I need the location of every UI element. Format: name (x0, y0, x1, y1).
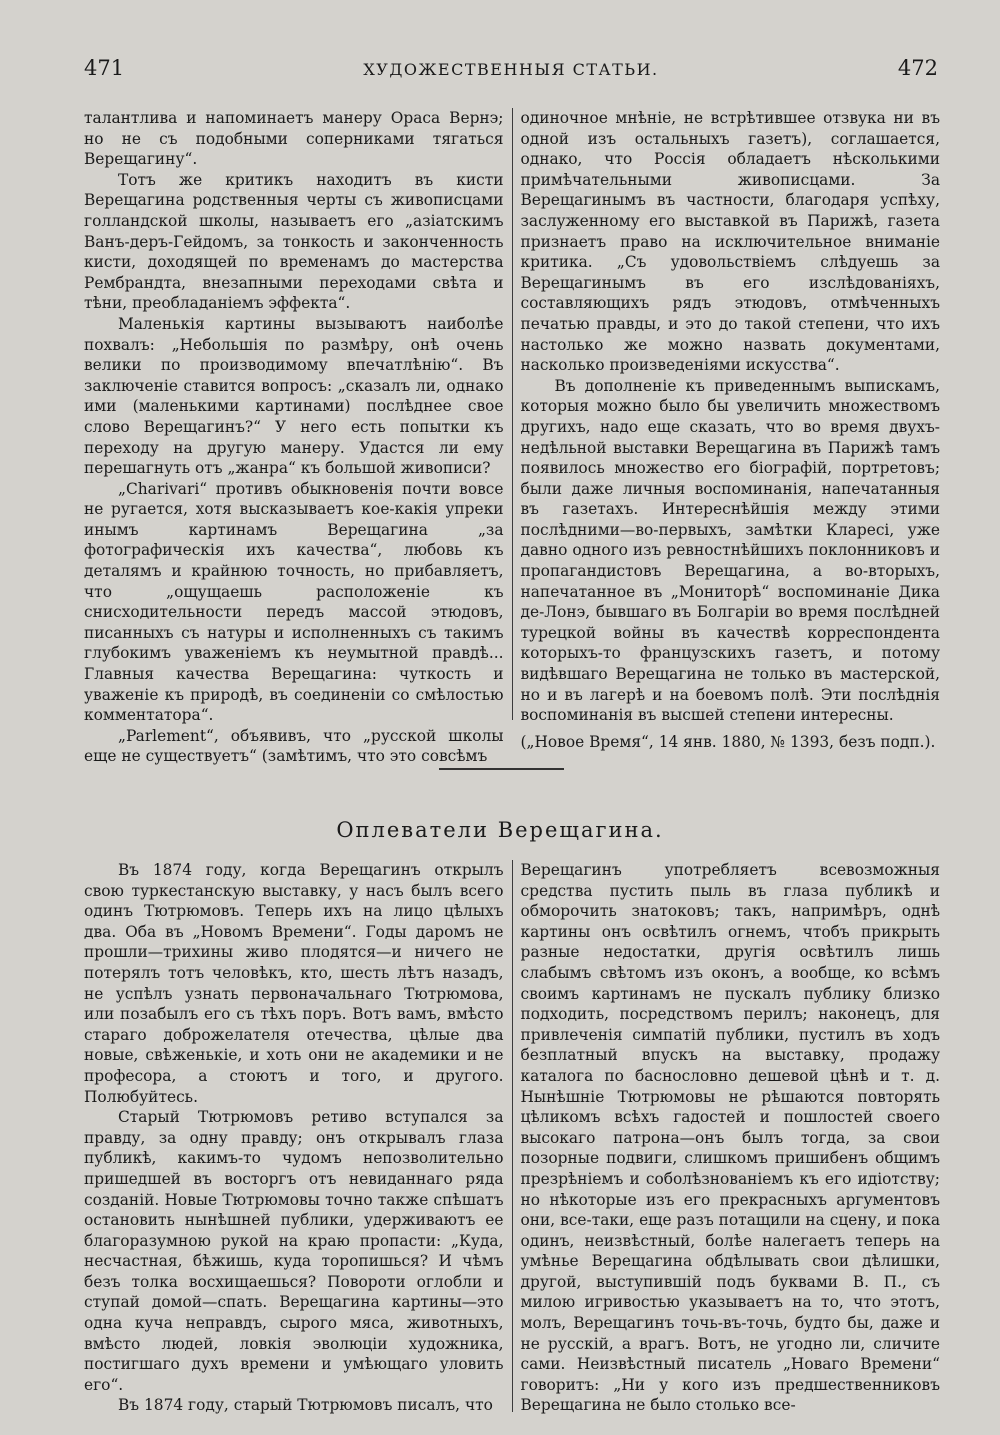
bottom-right-column (513, 860, 941, 1415)
bottom-article (84, 860, 940, 1415)
section-title: Оплеватели Верещагина. (336, 818, 664, 842)
paragraph: Въ 1874 году, старый Тютрюмовъ писалъ, что (118, 1396, 493, 1415)
paragraph: одиночное мнѣніе, не встрѣтившее отзвука ни въ одной изъ остальныхъ газетъ), соглашается, однако, что Россія обладаетъ нѣсколькими примѣчательными живописцами. За Верещагинымъ въ частности, благодаря успѣху, заслуженному его выставкой въ Парижѣ, газета признаетъ право на исключительное вниманіе критика. „Съ удовольствіемъ слѣдуешь за Верещагинымъ въ его изслѣдованіяхъ, составляющихъ рядъ этюдовъ, отмѣченныхъ печатью правды, и это до такой степени, что ихъ настолько же можно назвать документами, насколько произведеніями искусства“. (520, 109, 940, 375)
paragraph: Въ дополненіе къ приведеннымъ выпискамъ, которыя можно было бы увеличить множествомъ другихъ, надо еще сказать, что во время двухъ-недѣльной выставки Верещагина въ Парижѣ тамъ появилось множество его біографій, портретовъ; были даже личныя воспоминанія, напечатанныя въ газетахъ. Интереснѣйшія между этими послѣдними—во-первыхъ, замѣтки Кларесі, уже давно одного изъ ревностнѣйшихъ поклонниковъ и пропагандистовъ Верещагина, а во-вторыхъ, напечатанное въ „Мониторѣ“ воспоминаніе Дика де-Лонэ, бывшаго въ Болгаріи во время послѣдней турецкой войны въ качествѣ корреспондента которыхъ-то французскихъ газетъ, и потому видѣвшаго Верещагина не только въ мастерской, но и въ лагерѣ и на боевомъ полѣ. Эти послѣднія воспоминанія въ высшей степени интересны. (520, 376, 940, 725)
running-header (84, 56, 938, 90)
left-page-number: 471 (84, 56, 125, 80)
paragraph: Маленькія картины вызываютъ наиболѣе похвалъ: „Небольшія по размѣру, онѣ очень велики по производимому впечатлѣнію“. Въ заключеніе ставится вопросъ: „сказалъ ли, однако ими (маленькими картинами) послѣднее свое слово Верещагинъ?“ У него есть попытки къ переходу на другую манеру. Удастся ли ему перешагнуть отъ „жанра“ къ большой живописи? (84, 314, 504, 478)
bottom-left-column (84, 860, 513, 1415)
paragraph: Тотъ же критикъ находитъ въ кисти Верещагина родственныя черты съ живописцами голландской школы, называетъ его „азіатскимъ Ванъ-деръ-Гейдомъ, за тонкость и законченность кисти, доходящей по временамъ до мастерства Рембрандта, внезапными переходами свѣта и тѣни, преобладаніемъ эффекта“. (84, 170, 504, 313)
paragraph: „Parlement“, объявивъ, что „русской школы еще не существуетъ“ (замѣтимъ, что это совсѣмъ (84, 726, 504, 766)
top-right-column (513, 108, 941, 751)
paragraph: талантлива и напоминаетъ манеру Ораса Вернэ; но не съ подобными соперниками тягаться Верещагину“. (84, 109, 504, 169)
right-page-number: 472 (897, 56, 938, 80)
paragraph: Старый Тютрюмовъ ретиво вступался за правду, за одну правду; онъ открывалъ глаза публикѣ, какимъ-то чудомъ непозволительно пришедшей въ восторгъ отъ невиданнаго ряда созданій. Новые Тютрюмовы точно также спѣшатъ остановить нынѣшней публики, удерживаютъ ее благоразумною рукой на краю пропасти: „Куда, несчастная, бѣжишь, куда торопишься? И чѣмъ безъ толка восхищаешься? Поворoти оглобли и ступай домой—спать. Верещагина картины—это одна куча неправдъ, сырого мяса, животныхъ, вмѣсто людей, ловкія эволюціи художника, постигшаго духъ времени и умѣющаго уловить его“. (84, 1108, 504, 1394)
paragraph: „Charivari“ противъ обыкновенія почти вовсе не ругается, хотя высказываетъ кое-какія упреки инымъ картинамъ Верещагина „за фотографическія ихъ качества“, любовь къ деталямъ и крайнюю точность, но прибавляетъ, что „ощущаешь расположеніе къ снисходительности передъ массой этюдовъ, писанныхъ съ натуры и исполненныхъ съ такимъ глубокимъ уваженіемъ къ неумытной правдѣ... Главныя качества Верещагина: чуткость и уваженіе къ природѣ, въ соединеніи со смѣлостью комментатора“. (84, 479, 504, 725)
top-left-column (84, 108, 513, 766)
source-citation: („Новое Время“, 14 янв. 1880, № 1393, безъ подп.). (520, 732, 936, 751)
paragraph: Верещагинъ употребляетъ всевозможныя средства пустить пыль въ глаза публикѣ и обморочить знатоковъ; такъ, напримѣръ, однѣ картины онъ освѣтилъ огнемъ, чтобъ прикрыть разные недостатки, другія освѣтилъ лишь слабымъ свѣтомъ изъ оконъ, а вообще, ко всѣмъ своимъ картинамъ не пускалъ публику близко подходить, посредствомъ перилъ; наконецъ, для привлеченія симпатій публики, пустилъ въ ходъ безплатный впускъ на выставку, продажу каталога по баснословно дешевой цѣнѣ и т. д. Нынѣшніе Тютрюмовы не рѣшаются повторять цѣликомъ всѣхъ гадостей и пошлостей своего высокаго патрона—онъ былъ тогда, за свои позорные подвиги, слишкомъ пришибенъ общимъ презрѣніемъ и соболѣзнованіемъ къ его идіотству; но нѣкоторые изъ его прекрасныхъ аргументовъ они, все-таки, еще разъ потащили на сцену, и пока одинъ, неизвѣстный, болѣе налегаетъ теперь на умѣнье Верещагина обдѣлывать свои дѣлишки, другой, выступившій подъ буквами В. П., съ милою игривостью указываетъ на то, что этотъ, молъ, Верещагинъ точь-въ-точь, будто бы, даже и не русскій, а врагъ. Вотъ, не угодно ли, сличите сами. Неизвѣстный писатель „Новаго Времени“ говоритъ: „Ни у кого изъ предшественниковъ Верещагина не было столько все- (520, 861, 940, 1415)
top-article (84, 108, 940, 766)
paragraph: Въ 1874 году, когда Верещагинъ открылъ свою туркестанскую выставку, у насъ былъ всего одинъ Тютрюмовъ. Теперь ихъ на лицо цѣлыхъ два. Оба въ „Новомъ Времени“. Годы даромъ не прошли—трихины живо плодятся—и ничего не потерялъ тотъ человѣкъ, кто, шесть лѣтъ назадъ, не успѣлъ узнать первоначальнаго Тютрюмова, или позабылъ его съ тѣхъ поръ. Вотъ вамъ, вмѣсто стараго доброжелателя отечества, цѣлые два новые, свѣженькіе, и хоть они не академики и не професора, а стоютъ и того, и другого. Полюбуйтесь. (84, 861, 504, 1106)
section-divider (439, 768, 564, 770)
running-title: ХУДОЖЕСТВЕННЫЯ СТАТЬИ. (363, 60, 659, 79)
